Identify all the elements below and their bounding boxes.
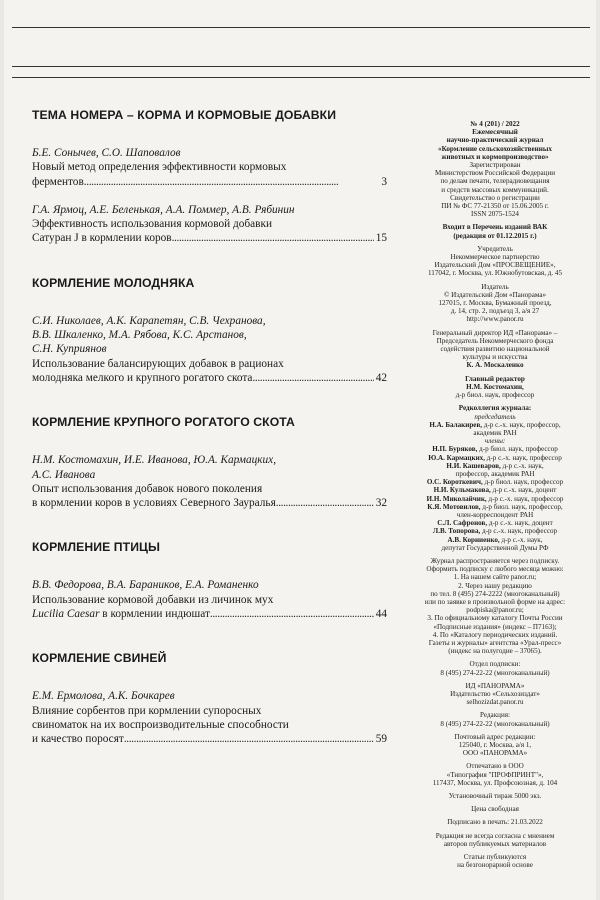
founder-line: Учредитель xyxy=(477,244,513,253)
member-degree: д-р с.-х. наук, доцент xyxy=(487,519,553,528)
section-heading: КОРМЛЕНИЕ СВИНЕЙ xyxy=(32,651,167,666)
director-line: Генеральный директор ИД «Панорама» – xyxy=(432,328,558,337)
price xyxy=(396,805,594,813)
entry-title: Влияние сорбентов при кормлении супоросных xyxy=(32,704,262,717)
board-member xyxy=(396,470,594,478)
vak-list-line: Входит в Перечень изданий ВАК xyxy=(442,223,548,232)
member-name: Н.И. Кашеваров, xyxy=(446,461,501,470)
board-line: члены: xyxy=(484,437,506,446)
entry-authors: Б.Е. Сонычев, С.О. Шаповалов xyxy=(32,147,181,159)
entry-title-end: в кормлении индюшат xyxy=(99,608,210,621)
toc-entry[interactable] xyxy=(32,146,387,189)
board-line: Редколлегия журнала: xyxy=(458,404,532,413)
entry-title-end: молодняка мелкого и крупного рогатого скота xyxy=(32,371,253,384)
director xyxy=(396,329,594,370)
subscription-info-line: 2. Через нашу редакцию xyxy=(458,581,532,590)
toc-section xyxy=(32,651,387,776)
postal-address xyxy=(396,733,594,758)
journal-page xyxy=(4,0,596,900)
registration-line: и средств массовых коммуникаций. xyxy=(441,185,549,194)
toc-section xyxy=(32,415,387,540)
leader-dots xyxy=(124,732,374,746)
subscription-dept-line: 8 (495) 274-22-22 (многоканальный) xyxy=(440,668,550,677)
signed-date-line: Подписано в печать: 21.03.2022 xyxy=(447,818,543,827)
entry-authors: Г.А. Ярмоц, А.Е. Беленькая, А.А. Поммер, А.В. Рябинин xyxy=(32,203,295,216)
third-rule xyxy=(12,77,590,78)
page-number: 3 xyxy=(381,175,387,188)
member-degree: член-корреспондент РАН xyxy=(456,510,534,519)
journal-name xyxy=(396,128,594,161)
registration xyxy=(396,161,594,218)
toc-section xyxy=(32,108,387,276)
board-member xyxy=(396,429,594,437)
vak-list xyxy=(396,223,594,239)
toc-entry[interactable] xyxy=(32,689,387,746)
member-degree: профессор, академик РАН xyxy=(455,469,535,478)
member-degree: д-р биол. наук, профессор, xyxy=(480,502,563,511)
director-line: К. А. Москаленко xyxy=(466,361,524,370)
fee-note xyxy=(396,853,594,869)
journal-name-line: Ежемесячный xyxy=(472,128,518,137)
chief-editor-line: д-р биол. наук, профессор xyxy=(455,391,535,400)
subscription-dept xyxy=(396,660,594,676)
member-degree: д-р с.-х. наук, профессор xyxy=(486,494,564,503)
board-line: председатель xyxy=(474,412,516,421)
issue-number xyxy=(396,120,594,128)
registration-line: Министерством Российской Федерации xyxy=(434,169,556,178)
member-degree: д-р с.-х. наук, профессор xyxy=(480,527,558,536)
board-member xyxy=(396,527,594,535)
board-member xyxy=(396,454,594,462)
section-heading: КОРМЛЕНИЕ МОЛОДНЯКА xyxy=(32,275,195,290)
founder-line: Издательский Дом «ПРОСВЕЩЕНИЕ», xyxy=(434,261,556,270)
toc-section xyxy=(32,276,387,415)
board-member xyxy=(396,421,594,429)
board-member xyxy=(396,544,594,552)
leader-dots xyxy=(172,231,374,245)
registration-line: Свидетельство о регистрации xyxy=(450,193,540,202)
entry-title: Новый метод определения эффективности кормовых xyxy=(32,161,287,174)
publisher-line: Издатель xyxy=(481,282,509,291)
entry-title-end: в кормлении коров в условиях Северного Зауралья xyxy=(32,497,276,510)
species-name: Lucilia Caesar xyxy=(32,608,100,621)
member-name: И.Н. Миколайчик, xyxy=(426,494,487,503)
entry-title: Использование кормовой добавки из личинок мух xyxy=(32,593,274,606)
member-degree: д-р с.-х. наук, доцент xyxy=(490,486,557,495)
circulation-line: Установочный тираж 5000 экз. xyxy=(448,792,542,801)
board-member xyxy=(396,495,594,503)
member-degree: д-р с.-х. наук, xyxy=(500,461,544,470)
printing-house-line: «Типография "ПРОФПРИНТ"», xyxy=(446,770,544,779)
founder xyxy=(396,245,594,278)
editorial-contacts-line: 8 (495) 274-22-22 (многоканальный) xyxy=(440,719,550,728)
board-member xyxy=(396,478,594,486)
director-line: Председатель Некоммерческого фонда xyxy=(436,336,554,345)
board-member xyxy=(396,486,594,494)
board-member xyxy=(396,519,594,527)
director-line: культуры и искусства xyxy=(462,353,528,362)
subscription-info-line: (индекс на полугодие – 37065). xyxy=(448,647,542,656)
subscription-info-line: 3. По официальному каталогу Почты России xyxy=(427,614,563,623)
journal-name-line: животных и кормопроизводство» xyxy=(441,152,549,161)
entry-authors: В.В. Федорова, В.А. Бараников, Е.А. Романенко xyxy=(32,579,259,592)
leader-dots xyxy=(276,496,374,510)
postal-address-line: 125040, г. Москва, а/я 1, xyxy=(458,741,532,750)
entry-authors: С.И. Николаев, А.К. Карапетян, С.В. Чехранова, xyxy=(32,314,266,327)
member-name: Н.П. Буряков, xyxy=(432,445,478,454)
fee-note-line: на безгонорарной основе xyxy=(457,861,533,870)
publisher-line: http://www.panor.ru xyxy=(466,315,524,324)
printing-house-line: Отпечатано в ООО xyxy=(466,762,524,771)
section-heading: КОРМЛЕНИЕ КРУПНОГО РОГАТОГО СКОТА xyxy=(32,415,295,430)
entry-authors: В.В. Шкаленко, М.А. Рябова, К.С. Арстанов, xyxy=(32,329,247,342)
editorial-board xyxy=(396,404,594,552)
publisher-panorama-line: Издательство «Сельхозиздат» xyxy=(450,690,540,698)
page-number: 32 xyxy=(375,497,387,510)
board-member xyxy=(396,445,594,453)
disclaimer-line: авторов публикуемых материалов xyxy=(443,839,547,848)
subscription-info xyxy=(396,557,594,655)
publisher-line: © Издательский Дом «Панорама» xyxy=(443,290,547,299)
chief-editor xyxy=(396,375,594,400)
registration-line: Зарегистрирован xyxy=(469,161,521,170)
second-rule xyxy=(12,66,590,67)
entry-title-end: Сатуран J в кормлении коров xyxy=(32,232,172,245)
subscription-info-line: по тел. 8 (495) 274-2222 (многоканальный) xyxy=(430,589,560,598)
founder-line: 117042, г. Москва, ул. Южнобутовская, д. 45 xyxy=(427,269,562,278)
section-heading: КОРМЛЕНИЕ ПТИЦЫ xyxy=(32,540,161,555)
member-degree: д-р биол. наук, профессор xyxy=(477,445,558,454)
editorial-contacts-line: Редакция: xyxy=(480,711,510,720)
vak-list-line: (редакция от 01.12.2015 г.) xyxy=(453,231,537,240)
subscription-info-line: 4. По «Каталогу периодических изданий. xyxy=(432,630,558,639)
disclaimer xyxy=(396,832,594,848)
member-name: Н.И. Кульмакова, xyxy=(433,486,491,495)
page-number: 15 xyxy=(375,232,387,245)
entry-title: Использование балансирующих добавок в рационах xyxy=(32,357,284,370)
subscription-dept-line: Отдел подписки: xyxy=(469,660,521,669)
toc-entry[interactable] xyxy=(32,314,387,385)
subscription-info-line: 1. На нашем сайте panor.ru; xyxy=(453,573,537,582)
founder-line: Некоммерческое партнерство xyxy=(450,253,540,262)
subscription-info-line: или по заявке в произвольной форме на адрес: xyxy=(424,597,566,606)
entry-authors: С.Н. Куприянов xyxy=(32,343,107,356)
leader-dots xyxy=(252,371,373,385)
member-degree: академик РАН xyxy=(473,428,517,437)
publisher-line: д. 14, стр. 2, подъезд 3, а/я 27 xyxy=(450,307,540,316)
leader-dots xyxy=(84,175,380,189)
journal-name-line: «Кормление сельскохозяйственных xyxy=(438,144,552,153)
subscription-info-line: Газеты и журналы» агентства «Урал-пресс» xyxy=(428,638,562,647)
member-name: К.Я. Мотовилов, xyxy=(427,502,481,511)
postal-address-line: Почтовый адрес редакции: xyxy=(454,732,536,741)
member-degree: д-р биол. наук, профессор xyxy=(482,478,564,487)
entry-title: свиноматок на их воспроизводительные способности xyxy=(32,718,289,731)
toc-entry[interactable] xyxy=(32,578,387,621)
director-line: содействия развитию национальной xyxy=(440,345,550,354)
imprint-column xyxy=(396,120,594,874)
postal-address-line: ООО «ПАНОРАМА» xyxy=(462,749,528,758)
chief-editor-line: Главный редактор xyxy=(465,374,525,383)
publisher-panorama-line: selhozizdat.panor.ru xyxy=(466,698,524,707)
page-number: 44 xyxy=(375,608,387,621)
entry-authors: Н.М. Костомахин, И.Е. Иванова, Ю.А. Кармацких, xyxy=(32,454,277,467)
member-name: О.С. Короткевич, xyxy=(426,478,483,487)
chief-editor-line: Н.М. Костомахин, xyxy=(466,382,524,391)
editorial-contacts xyxy=(396,711,594,727)
subscription-info-line: Оформить подписку с любого месяца можно: xyxy=(426,565,564,574)
member-name: А.В. Корниенко, xyxy=(447,535,500,544)
member-degree: д-р с.-х. наук, профессор xyxy=(485,453,562,462)
leader-dots xyxy=(210,607,374,621)
member-degree: д-р с.-х. наук, профессор, xyxy=(482,420,561,429)
publisher-line: 127015, г. Москва, Бумажный проезд, xyxy=(438,299,552,308)
board-member xyxy=(396,462,594,470)
board-member xyxy=(396,503,594,511)
printing-house-line: 117437, Москва, ул. Профсоюзная, д. 104 xyxy=(432,778,558,787)
member-name: Л.В. Топорова, xyxy=(432,527,481,536)
entry-authors: Е.М. Ермолова, А.К. Бочкарев xyxy=(32,690,175,703)
toc-entry[interactable] xyxy=(32,453,387,510)
registration-line: ПИ № ФС 77-21350 от 15.06.2005 г. xyxy=(441,202,549,211)
price-line: Цена свободная xyxy=(471,805,519,814)
member-name: Ю.А. Кармацких, xyxy=(428,453,485,462)
printing-house xyxy=(396,762,594,787)
entry-authors: А.С. Иванова xyxy=(32,468,96,481)
publisher-panorama xyxy=(396,682,594,707)
page-number: 42 xyxy=(375,371,387,384)
table-of-contents xyxy=(32,108,387,777)
journal-name-line: научно-практический журнал xyxy=(446,136,544,145)
member-name: С.Л. Сафронов, xyxy=(437,519,488,528)
publisher xyxy=(396,283,594,324)
page-number: 59 xyxy=(375,733,387,746)
fee-note-line: Статьи публикуются xyxy=(463,853,527,862)
signed-date xyxy=(396,818,594,826)
toc-section xyxy=(32,540,387,651)
entry-title-end: и качество поросят xyxy=(32,733,124,746)
subscription-info-line: podpiska@panor.ru; xyxy=(466,606,524,615)
entry-title: Эффективность использования кормовой добавки xyxy=(32,218,272,231)
top-rule xyxy=(12,27,590,28)
registration-line: ISSN 2075-1524 xyxy=(471,210,519,219)
entry-title-end: ферментов xyxy=(32,175,84,188)
registration-line: по делам печати, телерадиовещания xyxy=(440,177,550,186)
board-member xyxy=(396,536,594,544)
entry-title: Опыт использования добавок нового поколения xyxy=(32,482,263,495)
subscription-info-line: Журнал распространяется через подписку. xyxy=(430,556,560,565)
subscription-info-line: «Подписные издания» (индекс – П7163); xyxy=(433,622,557,631)
board-member xyxy=(396,511,594,519)
member-degree: депутат Государственной Думы РФ xyxy=(441,543,549,552)
issue-number-line: № 4 (201) / 2022 xyxy=(470,120,520,128)
publisher-panorama-line: ИД «ПАНОРАМА» xyxy=(465,681,525,690)
circulation xyxy=(396,792,594,800)
toc-entry[interactable] xyxy=(32,203,387,246)
member-degree: д-р с.-х. наук, xyxy=(499,535,543,544)
disclaimer-line: Редакция не всегда согласна с мнением xyxy=(435,831,555,840)
section-heading: ТЕМА НОМЕРА – КОРМА И КОРМОВЫЕ ДОБАВКИ xyxy=(32,108,337,122)
member-name: Н.А. Балакирев, xyxy=(429,420,483,429)
